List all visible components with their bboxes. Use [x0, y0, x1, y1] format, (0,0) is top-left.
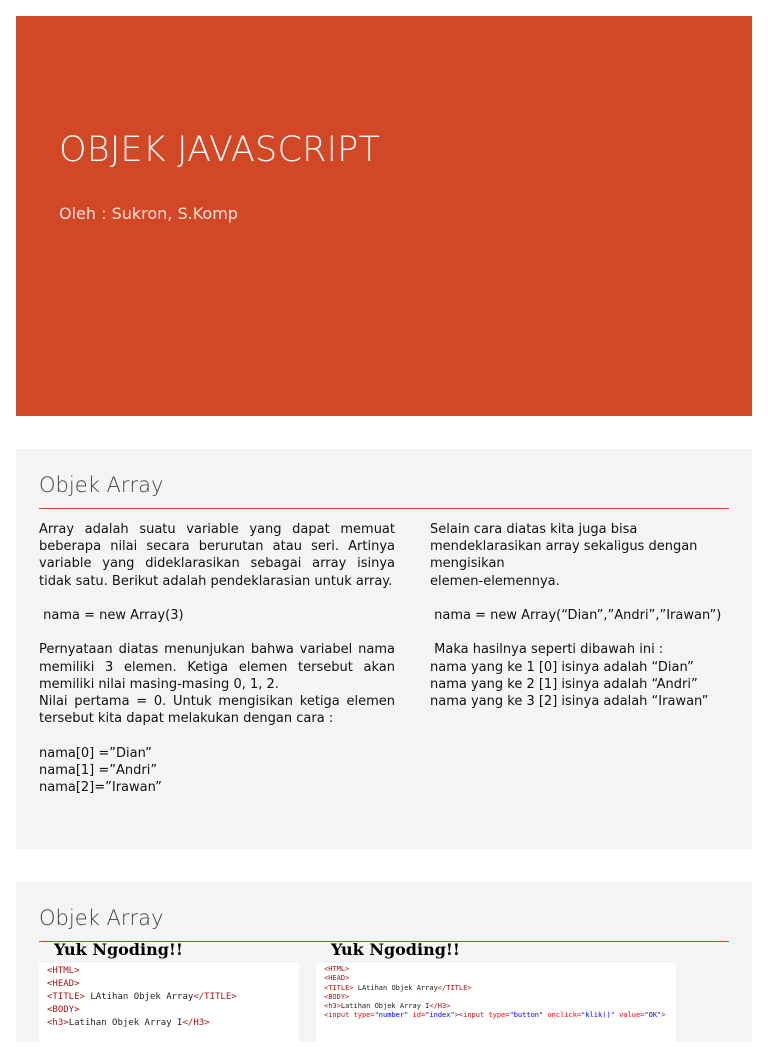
code-attr: id= [408, 1011, 426, 1020]
code-tag: <BODY> [324, 992, 350, 1001]
code-text: LAtihan Objek Array [84, 992, 194, 1002]
code-line [47, 1004, 291, 1017]
code-line [324, 965, 668, 974]
code-attr: onclick= [543, 1011, 582, 1020]
code-attr: value= [614, 1011, 645, 1020]
code-value: "button" [509, 1011, 544, 1020]
code-example-left [39, 940, 299, 1047]
code-attr: type= [349, 1011, 375, 1020]
code-tag: </H3> [182, 1018, 210, 1028]
code-tag: <h3> [324, 1002, 341, 1011]
code-line [324, 1002, 668, 1011]
code-line [324, 974, 668, 983]
code-example-right [316, 940, 676, 1047]
slide-heading: Objek Array [39, 473, 164, 497]
code-line [47, 991, 291, 1004]
code-value: "number" [374, 1011, 409, 1020]
code-tag: <input [324, 1011, 350, 1020]
slide-heading: Objek Array [39, 906, 164, 930]
presentation-title: OBJEK JAVASCRIPT [59, 130, 381, 170]
heading-divider [39, 508, 729, 509]
code-text: Latihan Objek Array I [340, 1002, 430, 1011]
code-text: LAtihan Objek Array [353, 983, 438, 992]
code-value: "klik()" [581, 1011, 615, 1020]
code-tag: <BODY> [47, 1005, 80, 1015]
code-title: Yuk Ngoding!! [54, 940, 183, 959]
code-tag: </TITLE> [193, 992, 237, 1002]
code-tag: <HTML> [47, 966, 80, 976]
code-tag: <HTML> [324, 965, 350, 973]
code-line [324, 993, 668, 1002]
presentation-subtitle: Oleh : Sukron, S.Komp [59, 204, 238, 223]
code-tag: <HEAD> [324, 974, 350, 983]
code-tag: </TITLE> [437, 983, 472, 992]
code-value: "index" [425, 1011, 455, 1020]
code-line [324, 984, 668, 993]
code-line [47, 978, 291, 991]
code-tag: > [661, 1011, 666, 1020]
code-attr: type= [484, 1011, 510, 1020]
code-tag: <HEAD> [47, 979, 80, 989]
code-tag: > [454, 1011, 459, 1020]
objek-array-code-slide [16, 882, 752, 1042]
code-tag: <h3> [47, 1018, 69, 1028]
code-box [316, 963, 676, 1047]
code-title: Yuk Ngoding!! [331, 940, 460, 959]
code-tag: <TITLE> [47, 992, 85, 1002]
objek-array-slide [16, 449, 752, 849]
left-text-column: Array adalah suatu variable yang dapat memuat beberapa nilai secara berurutan atau seri. Artinya variable yang dideklarasikan sebagai array isinya tidak satu. Berikut adalah pendeklarasian untuk array. nama = new Array(3) Pernyataan diatas menunjukan bahwa variabel nama memiliki 3 elemen. Ketiga elemen tersebut akan memiliki nilai masing-masing 0, 1, 2. Nilai pertama = 0. Untuk mengisikan ketiga elemen tersebut kita dapat melakukan dengan cara : nama[0] =”Dian” nama[1] =”Andri” nama[2]=”Irawan” [39, 522, 395, 796]
code-tag: <input [458, 1011, 485, 1020]
code-line [47, 965, 291, 978]
code-value: "OK" [644, 1011, 662, 1020]
code-line [324, 1011, 668, 1020]
code-tag: <TITLE> [324, 983, 354, 992]
right-text-column: Selain cara diatas kita juga bisa mendeklarasikan array sekaligus dengan mengisikan elemen-elemennya. nama = new Array(“Dian”,”Andri”,”Irawan”) Maka hasilnya seperti dibawah ini : nama yang ke 1 [0] isinya adalah “Dian” nama yang ke 2 [1] isinya adalah “Andri” nama yang ke 3 [2] isinya adalah “Irawan” [430, 522, 722, 710]
code-tag: </H3> [429, 1002, 451, 1011]
code-text: Latihan Objek Array I [68, 1018, 183, 1028]
code-box [39, 963, 299, 1047]
title-slide [16, 16, 752, 416]
